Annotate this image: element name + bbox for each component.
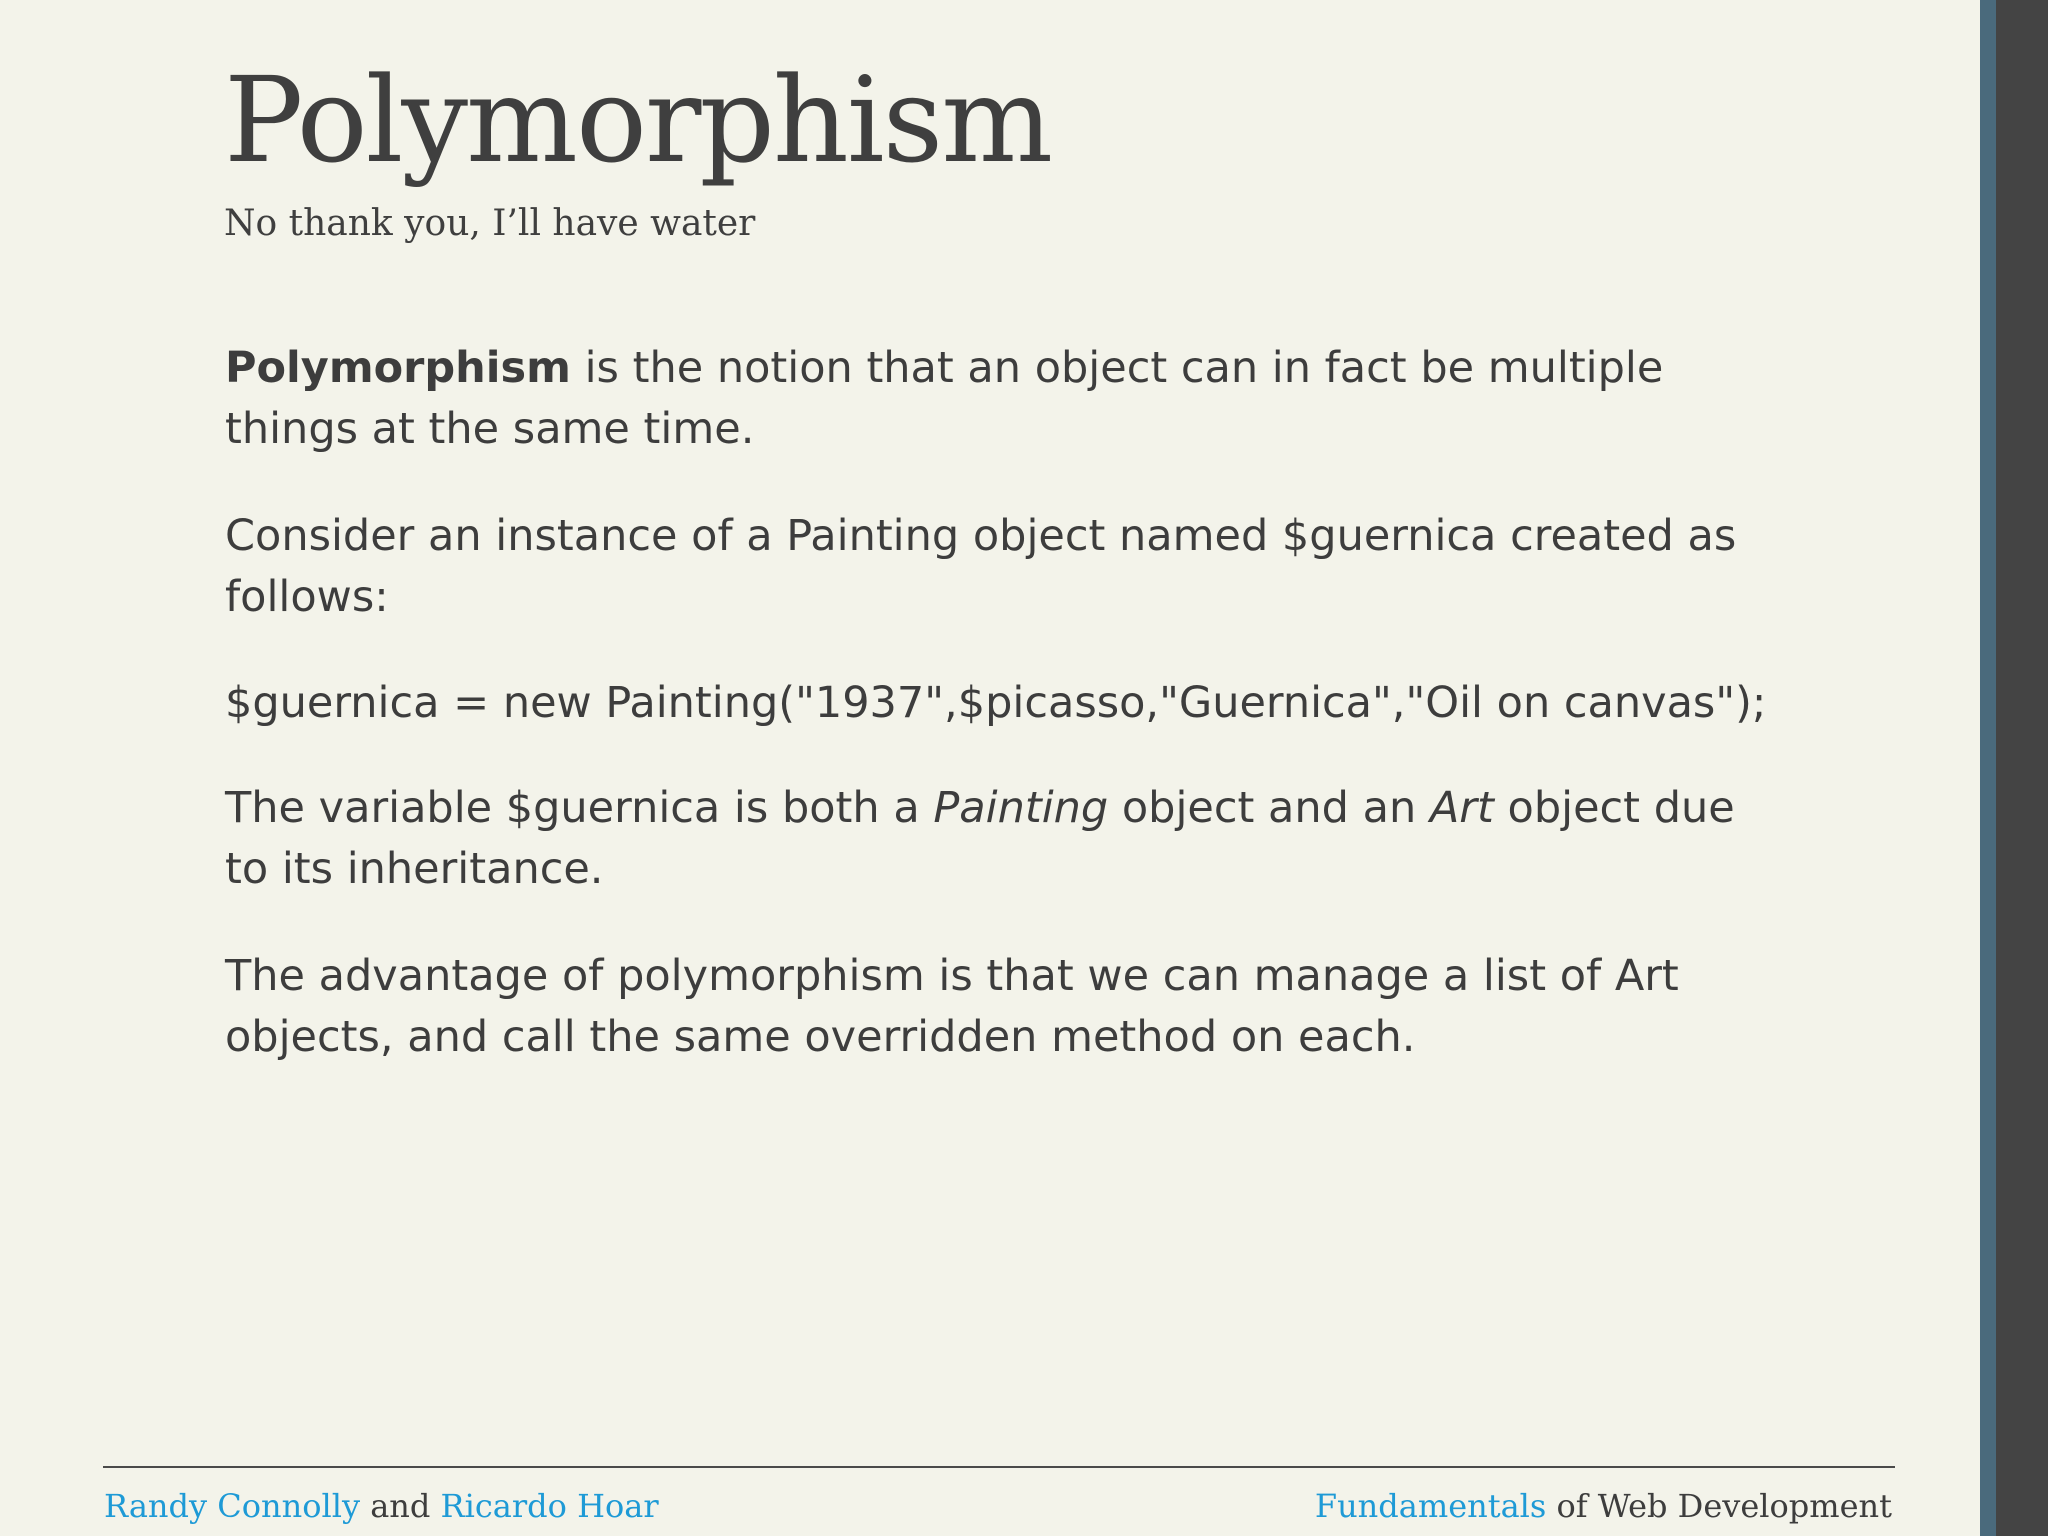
author-separator: and xyxy=(360,1487,441,1525)
italic-term-painting: Painting xyxy=(933,783,1109,833)
code-line: $guernica = new Painting("1937",$picasso,"Guernica","Oil on canvas"); xyxy=(225,678,1767,728)
text-run: object and an xyxy=(1108,783,1430,833)
paragraph-instance xyxy=(225,506,1737,628)
text-run: The variable $guernica is both a xyxy=(225,783,934,833)
bold-term: Polymorphism xyxy=(225,343,571,393)
author-name: Randy Connolly xyxy=(104,1487,361,1525)
paragraph-line: follows: xyxy=(225,572,389,622)
paragraph-line: objects, and call the same overridden method on each. xyxy=(225,1012,1416,1062)
paragraph-line xyxy=(225,778,1735,839)
paragraph-line xyxy=(225,338,1725,399)
paragraph-definition xyxy=(225,338,1725,460)
side-accent-bar xyxy=(1980,0,1996,1536)
book-title-accent: Fundamentals xyxy=(1314,1487,1547,1525)
text-run: is the notion that an object can in fact be multiple xyxy=(570,343,1664,393)
slide-subtitle: No thank you, I’ll have water xyxy=(224,203,756,244)
footer-divider xyxy=(103,1466,1895,1468)
paragraph-line: to its inheritance. xyxy=(225,844,604,894)
book-title-rest: of Web Development xyxy=(1546,1487,1892,1525)
paragraph-line: The advantage of polymorphism is that we can manage a list of Art xyxy=(225,951,1679,1001)
paragraph-inheritance xyxy=(225,778,1735,900)
footer-book-title xyxy=(1315,1486,1892,1526)
code-example xyxy=(225,673,1767,734)
paragraph-line: things at the same time. xyxy=(225,404,755,454)
side-dark-bar xyxy=(1996,0,2048,1536)
slide-title: Polymorphism xyxy=(224,51,1052,189)
footer-authors xyxy=(104,1486,659,1526)
text-run: object due xyxy=(1493,783,1735,833)
paragraph-advantage xyxy=(225,946,1725,1068)
italic-term-art: Art xyxy=(1429,783,1494,833)
author-name: Ricardo Hoar xyxy=(440,1487,659,1525)
paragraph-line: Consider an instance of a Painting object named $guernica created as xyxy=(225,511,1737,561)
